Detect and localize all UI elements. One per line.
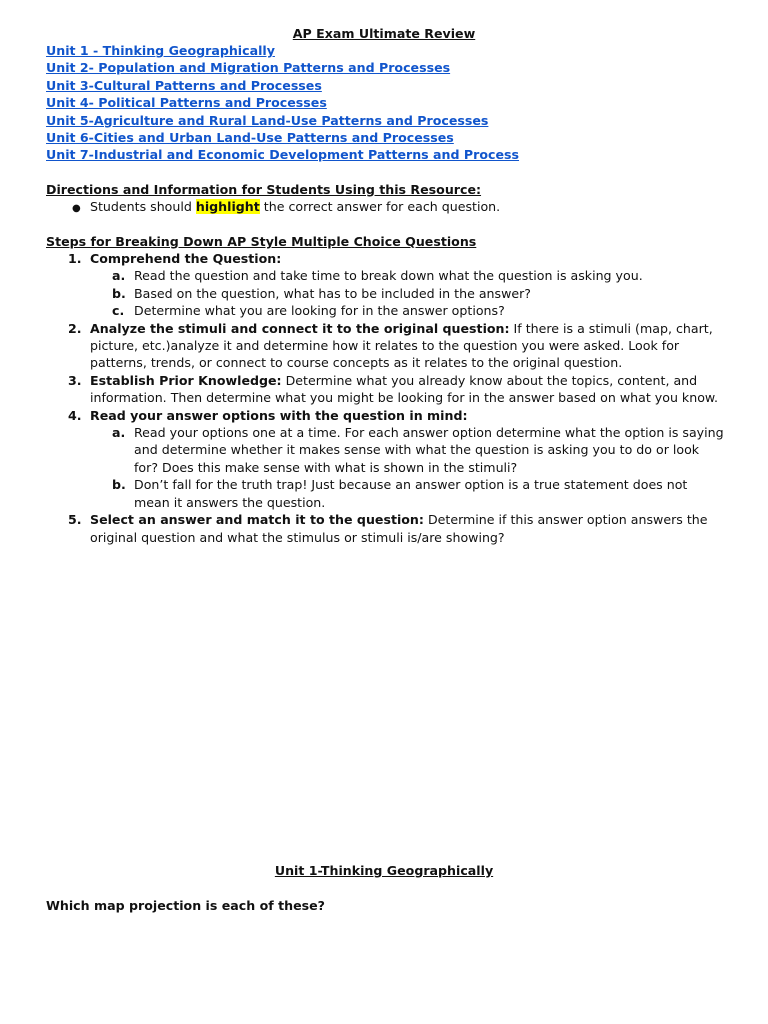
step-title: Establish Prior Knowledge: (90, 372, 282, 388)
sub-step-text: Don’t fall for the truth trap! Just because an answer option is a true statement does not mean it answers the question. (134, 477, 688, 510)
sub-step-letter: c. (112, 303, 125, 319)
step-text: If there is a stimuli (map, chart, picture, etc.)analyze it and determine how it relates to the question you were asked. Look for patterns, trends, or connect to course concepts as it relates to the original question. (90, 320, 713, 371)
step-title: Read your answer options with the question in mind: (90, 407, 468, 423)
toc-item (46, 112, 519, 129)
highlight-word: highlight (195, 199, 260, 214)
sub-step (90, 302, 726, 319)
toc-link-unit-3[interactable]: Unit 3-Cultural Patterns and Processes (46, 77, 322, 93)
sub-step (90, 476, 726, 511)
step-item (46, 511, 726, 546)
bullet-text-before: Students should (90, 199, 196, 214)
sub-step-letter: a. (112, 268, 126, 284)
toc-item (46, 42, 519, 59)
toc-link-unit-1[interactable]: Unit 1 - Thinking Geographically (46, 43, 275, 58)
toc-item (46, 129, 519, 146)
sub-step-text: Read the question and take time to break down what the question is asking you. (134, 268, 643, 284)
toc-link-unit-7[interactable]: Unit 7-Industrial and Economic Development Patterns and Process (46, 147, 520, 163)
step-number: 4. (68, 407, 82, 423)
step-title: Select an answer and match it to the question: (90, 512, 424, 528)
step-item (46, 320, 726, 372)
sub-step-text: Based on the question, what has to be included in the answer? (134, 285, 531, 301)
steps-heading: Steps for Breaking Down AP Style Multiple Choice Questions (46, 234, 477, 249)
step-number: 3. (68, 372, 82, 388)
step-item (46, 250, 726, 267)
directions-heading: Directions and Information for Students Using this Resource: (46, 182, 482, 197)
directions-bullet (72, 198, 500, 217)
question-text: Which map projection is each of these? (46, 898, 325, 913)
step-title: Analyze the stimuli and connect it to the original question: (90, 320, 510, 336)
sub-step (90, 424, 726, 476)
table-of-contents (46, 42, 519, 164)
sub-step-text: Read your options one at a time. For each answer option determine what the option is saying and determine whether it makes sense with what the question is asking you to do or look for? Does this make sense with what is shown in the stimuli? (134, 425, 724, 475)
step-number: 1. (68, 251, 82, 266)
bullet-icon: ● (72, 203, 81, 214)
step-number: 2. (68, 320, 82, 336)
sub-step-text: Determine what you are looking for in the answer options? (134, 303, 505, 319)
toc-link-unit-6[interactable]: Unit 6-Cities and Urban Land-Use Patterns and Processes (46, 129, 454, 145)
unit-1-heading: Unit 1-Thinking Geographically (274, 863, 494, 878)
sub-step (90, 285, 726, 302)
step-title: Comprehend the Question: (90, 251, 282, 266)
toc-link-unit-2[interactable]: Unit 2- Population and Migration Patterns and Processes (46, 60, 451, 76)
toc-item (46, 77, 519, 94)
toc-item (46, 146, 519, 163)
step-text: Determine if this answer option answers the original question and what the stimulus or stimuli is/are showing? (90, 512, 708, 545)
toc-link-unit-4[interactable]: Unit 4- Political Patterns and Processes (46, 95, 327, 111)
step-text: Determine what you already know about the topics, content, and information. Then determine what you might be looking for in the answer based on what you know. (90, 372, 719, 406)
step-number: 5. (68, 512, 82, 528)
bullet-text-after: the correct answer for each question. (259, 199, 501, 214)
step-item (46, 372, 726, 407)
sub-step-letter: b. (112, 477, 126, 493)
toc-item (46, 59, 519, 76)
sub-step-letter: a. (112, 425, 126, 441)
sub-step (90, 267, 726, 284)
document-title: AP Exam Ultimate Review (292, 26, 476, 41)
sub-step-letter: b. (112, 285, 126, 301)
steps-list (46, 250, 726, 546)
toc-item (46, 94, 519, 111)
step-item (46, 407, 726, 424)
toc-link-unit-5[interactable]: Unit 5-Agriculture and Rural Land-Use Patterns and Processes (46, 112, 489, 128)
